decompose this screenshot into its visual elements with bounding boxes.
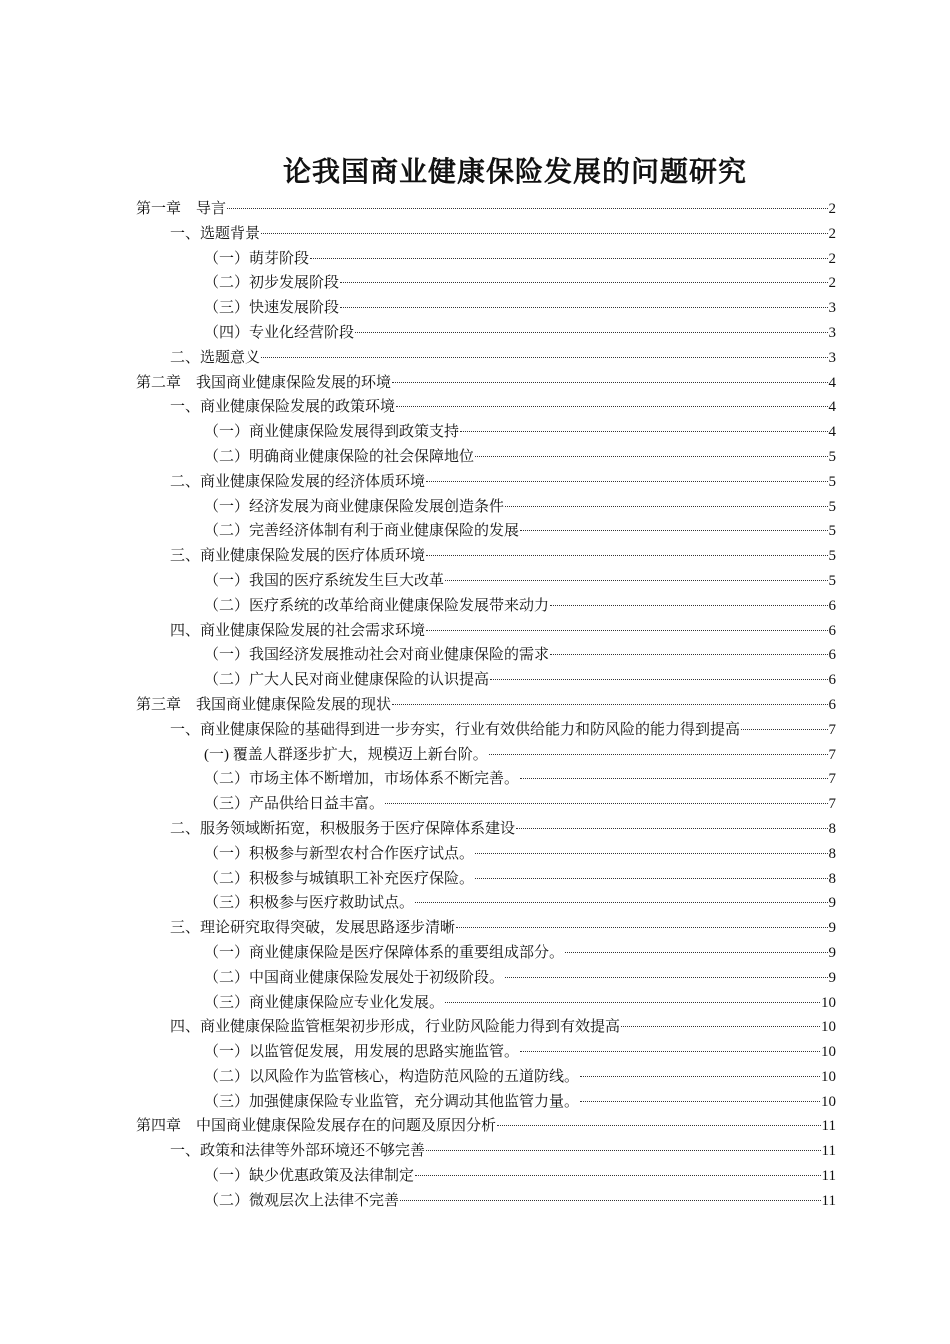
- toc-page-number: 9: [828, 969, 836, 986]
- toc-entry-label: （一）经济发展为商业健康保险发展创造条件: [204, 498, 505, 515]
- toc-leader-dots: [310, 258, 827, 259]
- toc-entry[interactable]: [136, 718, 836, 743]
- toc-leader-dots: [520, 1051, 820, 1052]
- toc-entry[interactable]: [136, 1015, 836, 1040]
- toc-page-number: 3: [828, 349, 836, 366]
- toc-leader-dots: [580, 1101, 820, 1102]
- toc-leader-dots: [475, 853, 827, 854]
- toc-page-number: 9: [828, 895, 836, 912]
- toc-leader-dots: [340, 282, 827, 283]
- toc-page-number: 6: [828, 696, 836, 713]
- toc-entry-label: （二）市场主体不断增加，市场体系不断完善。: [204, 771, 520, 788]
- toc-entry-label: （一）积极参与新型农村合作医疗试点。: [204, 845, 475, 862]
- toc-entry-label: （二）完善经济体制有利于商业健康保险的发展: [204, 523, 520, 540]
- toc-entry[interactable]: [136, 916, 836, 941]
- toc-leader-dots: [741, 729, 827, 730]
- toc-page-number: 3: [828, 300, 836, 317]
- toc-page-number: 6: [828, 597, 836, 614]
- toc-entry-label: 二、选题意义: [170, 349, 261, 366]
- toc-entry[interactable]: [136, 321, 836, 346]
- toc-page-number: 8: [828, 870, 836, 887]
- toc-entry[interactable]: [136, 296, 836, 321]
- toc-entry[interactable]: [136, 346, 836, 371]
- toc-entry-label: （一）缺少优惠政策及法律制定: [204, 1168, 415, 1185]
- toc-leader-dots: [497, 1125, 821, 1126]
- toc-entry-label: (一) 覆盖人群逐步扩大，规模迈上新台阶。: [204, 746, 488, 763]
- toc-leader-dots: [475, 456, 827, 457]
- toc-entry-label: 一、商业健康保险发展的政策环境: [170, 399, 396, 416]
- toc-leader-dots: [489, 754, 828, 755]
- toc-leader-dots: [475, 878, 827, 879]
- toc-page-number: 8: [828, 845, 836, 862]
- toc-entry-label: （三）积极参与医疗救助试点。: [204, 895, 415, 912]
- toc-page-number: 5: [828, 448, 836, 465]
- toc-page-number: 5: [828, 523, 836, 540]
- toc-entry[interactable]: [136, 643, 836, 668]
- toc-entry[interactable]: [136, 395, 836, 420]
- toc-page-number: 4: [828, 399, 836, 416]
- toc-entry[interactable]: [136, 271, 836, 296]
- toc-entry[interactable]: [136, 495, 836, 520]
- toc-leader-dots: [261, 357, 827, 358]
- toc-entry[interactable]: [136, 222, 836, 247]
- toc-leader-dots: [520, 530, 827, 531]
- toc-entry-label: （一）商业健康保险是医疗保障体系的重要组成部分。: [204, 944, 565, 961]
- toc-leader-dots: [400, 1200, 821, 1201]
- toc-entry-label: （一）萌芽阶段: [204, 250, 310, 267]
- toc-page-number: 7: [828, 721, 836, 738]
- toc-leader-dots: [580, 1076, 820, 1077]
- toc-entry[interactable]: [136, 1189, 836, 1214]
- toc-entry[interactable]: [136, 1090, 836, 1115]
- toc-entry-label: 一、商业健康保险的基础得到进一步夯实，行业有效供给能力和防风险的能力得到提高: [170, 721, 741, 738]
- toc-leader-dots: [426, 630, 827, 631]
- toc-leader-dots: [227, 208, 827, 209]
- toc-entry[interactable]: [136, 966, 836, 991]
- toc-leader-dots: [426, 481, 827, 482]
- toc-page-number: 10: [821, 1044, 836, 1061]
- toc-entry-label: （三）产品供给日益丰富。: [204, 796, 385, 813]
- toc-entry[interactable]: [136, 1040, 836, 1065]
- toc-leader-dots: [460, 431, 827, 432]
- toc-page-number: 2: [828, 225, 836, 242]
- toc-leader-dots: [490, 679, 827, 680]
- toc-entry[interactable]: [136, 668, 836, 693]
- toc-entry-label: 第四章 中国商业健康保险发展存在的问题及原因分析: [136, 1118, 497, 1135]
- toc-entry[interactable]: [136, 941, 836, 966]
- toc-leader-dots: [340, 307, 827, 308]
- toc-leader-dots: [445, 1002, 820, 1003]
- toc-entry-label: 第二章 我国商业健康保险发展的环境: [136, 374, 392, 391]
- toc-leader-dots: [261, 233, 827, 234]
- toc-entry[interactable]: [136, 569, 836, 594]
- toc-page-number: 11: [821, 1118, 836, 1135]
- toc-entry-label: 三、商业健康保险发展的医疗体质环境: [170, 548, 426, 565]
- toc-leader-dots: [456, 927, 827, 928]
- toc-entry[interactable]: [136, 842, 836, 867]
- toc-page-number: 2: [828, 275, 836, 292]
- toc-page-number: 10: [821, 994, 836, 1011]
- toc-entry-label: （二）以风险作为监管核心，构造防范风险的五道防线。: [204, 1068, 580, 1085]
- toc-entry-label: （二）中国商业健康保险发展处于初级阶段。: [204, 969, 505, 986]
- toc-page-number: 7: [828, 796, 836, 813]
- toc-leader-dots: [392, 704, 827, 705]
- toc-entry[interactable]: [136, 867, 836, 892]
- toc-leader-dots: [385, 803, 827, 804]
- toc-entry[interactable]: [136, 519, 836, 544]
- toc-entry-label: 第一章 导言: [136, 201, 227, 217]
- toc-entry-label: （一）商业健康保险发展得到政策支持: [204, 424, 460, 441]
- toc-entry[interactable]: [136, 470, 836, 495]
- toc-entry-label: 二、商业健康保险发展的经济体质环境: [170, 473, 426, 490]
- toc-leader-dots: [415, 902, 827, 903]
- toc-page-number: 10: [821, 1093, 836, 1110]
- toc-page-number: 10: [821, 1068, 836, 1085]
- toc-page-number: 7: [828, 771, 836, 788]
- toc-entry-label: （一）我国的医疗系统发生巨大改革: [204, 572, 445, 589]
- toc-entry-label: （二）医疗系统的改革给商业健康保险发展带来动力: [204, 597, 550, 614]
- toc-entry-label: 四、商业健康保险监管框架初步形成，行业防风险能力得到有效提高: [170, 1019, 621, 1036]
- toc-leader-dots: [426, 555, 827, 556]
- toc-entry[interactable]: [136, 544, 836, 569]
- toc-entry-label: 一、选题背景: [170, 225, 261, 242]
- toc-leader-dots: [505, 977, 827, 978]
- toc-leader-dots: [550, 654, 827, 655]
- toc-leader-dots: [550, 605, 827, 606]
- toc-leader-dots: [355, 332, 827, 333]
- toc-entry-label: （二）积极参与城镇职工补充医疗保险。: [204, 870, 475, 887]
- toc-entry[interactable]: [136, 792, 836, 817]
- toc-leader-dots: [396, 406, 827, 407]
- toc-page-number: 11: [821, 1168, 836, 1185]
- toc-page-number: 5: [828, 473, 836, 490]
- toc-entry-label: （二）微观层次上法律不完善: [204, 1192, 400, 1209]
- toc-page-number: 4: [828, 424, 836, 441]
- toc-page-number: 3: [828, 324, 836, 341]
- document-title: 论我国商业健康保险发展的问题研究: [282, 155, 747, 188]
- toc-page-number: 5: [828, 572, 836, 589]
- toc-entry-label: 三、理论研究取得突破，发展思路逐步清晰: [170, 920, 456, 937]
- toc-page-number: 9: [828, 920, 836, 937]
- toc-entry[interactable]: [136, 594, 836, 619]
- toc-page-number: 6: [828, 647, 836, 664]
- toc-leader-dots: [426, 1150, 821, 1151]
- toc-entry-label: 第三章 我国商业健康保险发展的现状: [136, 696, 392, 713]
- toc-entry[interactable]: [136, 767, 836, 792]
- toc-entry-label: （四）专业化经营阶段: [204, 324, 355, 341]
- table-of-contents: [136, 197, 836, 1214]
- toc-entry-label: （三）快速发展阶段: [204, 300, 340, 317]
- toc-entry[interactable]: [136, 197, 836, 222]
- toc-page-number: 6: [828, 672, 836, 689]
- toc-entry[interactable]: [136, 817, 836, 842]
- toc-page-number: 5: [828, 548, 836, 565]
- toc-entry[interactable]: [136, 247, 836, 272]
- toc-entry[interactable]: [136, 1164, 836, 1189]
- toc-entry-label: （二）广大人民对商业健康保险的认识提高: [204, 672, 490, 689]
- toc-page-number: 2: [828, 201, 836, 217]
- toc-entry[interactable]: [136, 371, 836, 396]
- toc-entry[interactable]: [136, 420, 836, 445]
- toc-page-number: 11: [821, 1192, 836, 1209]
- toc-entry[interactable]: [136, 1065, 836, 1090]
- toc-entry-label: （三）加强健康保险专业监管，充分调动其他监管力量。: [204, 1093, 580, 1110]
- toc-page-number: 4: [828, 374, 836, 391]
- toc-entry-label: （一）以监管促发展，用发展的思路实施监管。: [204, 1044, 520, 1061]
- toc-page-number: 9: [828, 944, 836, 961]
- toc-entry[interactable]: [136, 619, 836, 644]
- toc-leader-dots: [445, 580, 827, 581]
- toc-entry[interactable]: [136, 1114, 836, 1139]
- toc-entry[interactable]: [136, 1139, 836, 1164]
- toc-entry[interactable]: [136, 991, 836, 1016]
- toc-leader-dots: [505, 506, 827, 507]
- toc-entry-label: 二、服务领域断拓宽，积极服务于医疗保障体系建设: [170, 820, 516, 837]
- toc-leader-dots: [520, 778, 827, 779]
- toc-leader-dots: [415, 1175, 821, 1176]
- toc-page-number: 11: [821, 1143, 836, 1160]
- toc-entry[interactable]: [136, 445, 836, 470]
- toc-page-number: 6: [828, 622, 836, 639]
- toc-entry-label: （二）明确商业健康保险的社会保障地位: [204, 448, 475, 465]
- toc-leader-dots: [392, 382, 827, 383]
- toc-entry[interactable]: [136, 693, 836, 718]
- toc-entry-label: 一、政策和法律等外部环境还不够完善: [170, 1143, 426, 1160]
- toc-leader-dots: [565, 952, 827, 953]
- toc-entry-label: 四、商业健康保险发展的社会需求环境: [170, 622, 426, 639]
- toc-entry-label: （一）我国经济发展推动社会对商业健康保险的需求: [204, 647, 550, 664]
- toc-page-number: 7: [828, 746, 836, 763]
- toc-page-number: 5: [828, 498, 836, 515]
- toc-entry-label: （三）商业健康保险应专业化发展。: [204, 994, 445, 1011]
- toc-page-number: 10: [821, 1019, 836, 1036]
- toc-entry-label: （二）初步发展阶段: [204, 275, 340, 292]
- toc-entry[interactable]: [136, 891, 836, 916]
- toc-leader-dots: [516, 828, 827, 829]
- toc-page-number: 2: [828, 250, 836, 267]
- toc-leader-dots: [621, 1026, 820, 1027]
- toc-page-number: 8: [828, 820, 836, 837]
- toc-entry[interactable]: [136, 743, 836, 768]
